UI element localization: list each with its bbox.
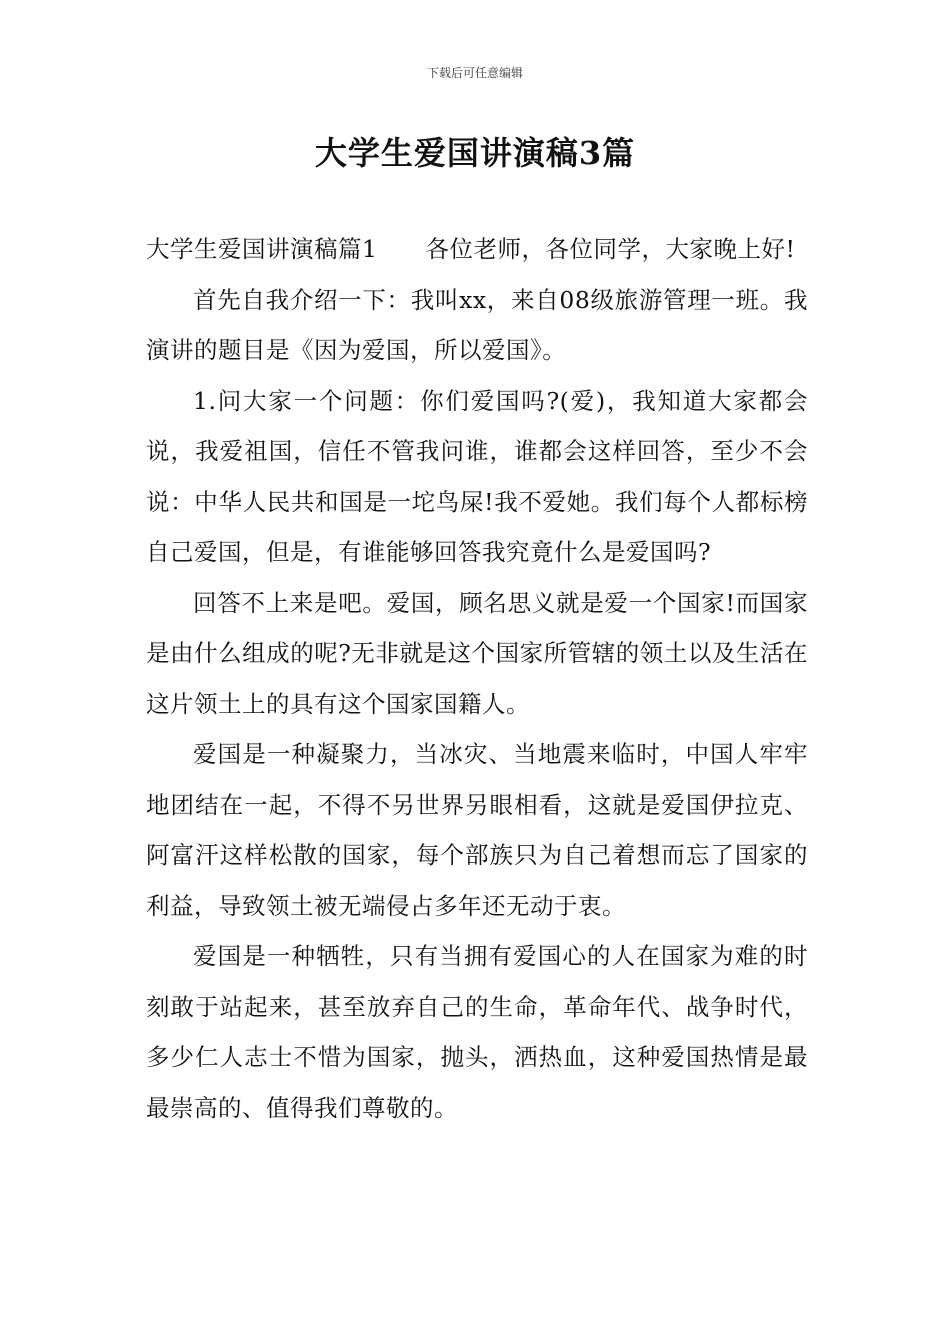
intro-paragraph <box>146 224 808 275</box>
document-body <box>146 224 808 1133</box>
intro-text: 各位老师，各位同学，大家晚上好! <box>425 235 796 263</box>
body-paragraph: 1.问大家一个问题：你们爱国吗?(爱)，我知道大家都会说，我爱祖国，信任不管我问谁，谁都会这样回答，至少不会说：中华人民共和国是一坨鸟屎!我不爱她。我们每个人都标榜自己爱国，但是，有谁能够回答我究竟什么是爱国吗? <box>146 386 808 566</box>
header-note: 下载后可任意编辑 <box>426 66 523 80</box>
document-title: 大学生爱国讲演稿3篇 <box>314 134 636 172</box>
body-paragraph: 回答不上来是吧。爱国，顾名思义就是爱一个国家!而国家是由什么组成的呢?无非就是这个国家所管辖的领土以及生活在这片领土上的具有这个国家国籍人。 <box>146 588 808 718</box>
intro-label: 大学生爱国讲演稿篇1 <box>146 235 378 263</box>
body-paragraph: 首先自我介绍一下：我叫xx，来自08级旅游管理一班。我演讲的题目是《因为爱国，所以爱国》。 <box>146 285 808 364</box>
body-paragraph: 爱国是一种凝聚力，当冰灾、当地震来临时，中国人牢牢地团结在一起，不得不另世界另眼相看，这就是爱国伊拉克、阿富汗这样松散的国家，每个部族只为自己着想而忘了国家的利益，导致领土被无端侵占多年还无动于衷。 <box>146 740 808 920</box>
body-paragraph: 爱国是一种牺牲，只有当拥有爱国心的人在国家为难的时刻敢于站起来，甚至放弃自己的生命，革命年代、战争时代，多少仁人志士不惜为国家，抛头，洒热血，这种爱国热情是最最崇高的、值得我们尊敬的。 <box>146 942 808 1122</box>
